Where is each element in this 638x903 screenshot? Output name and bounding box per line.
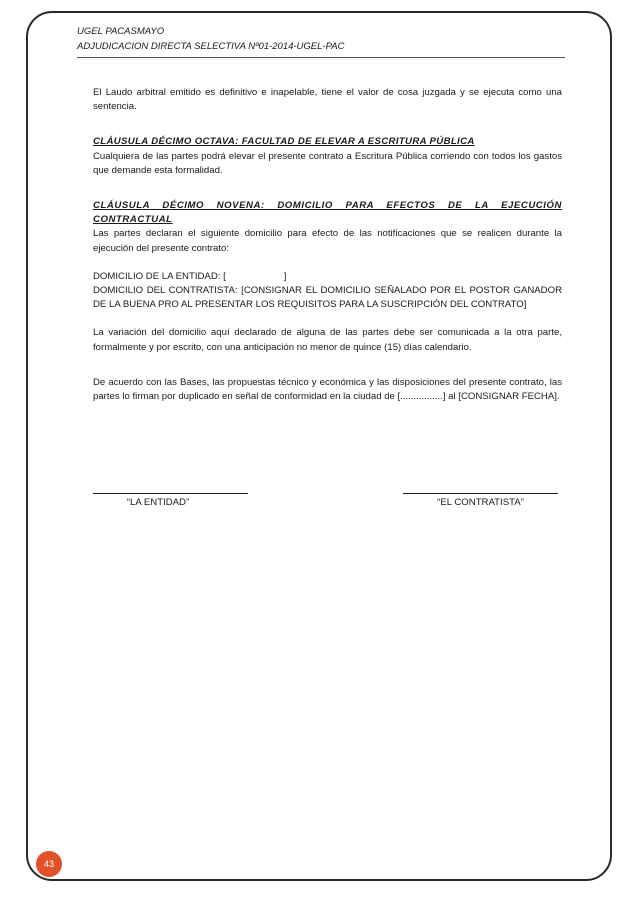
page-header [77,24,565,54]
clause-18-title: CLÁUSULA DÉCIMO OCTAVA: FACULTAD DE ELEVAR A ESCRITURA PÚBLICA [93,136,475,148]
domicilio-entidad-close: ] [283,270,287,282]
document-body [93,86,562,404]
clause-18-text: Cualquiera de las partes podrá elevar el presente contrato a Escritura Pública corriendo con todos los gastos que demande esta formalidad. [93,150,562,176]
conformidad-paragraph: De acuerdo con las Bases, las propuestas técnico y económica y las disposiciones del presente contrato, las partes lo firman por duplicado en señal de conformidad en la ciudad de [................] al [CONSIGNAR FECHA]. [93,376,562,403]
domicilio-entidad-label: DOMICILIO DE LA ENTIDAD: [ [93,270,226,282]
header-organization: UGEL PACASMAYO [77,26,165,37]
clause-19-title-text: CLÁUSULA DÉCIMO NOVENA: DOMICILIO PARA EFECTOS DE LA EJECUCIÓN CONTRACTUAL [93,200,562,226]
laudo-paragraph: El Laudo arbitral emitido es definitivo e inapelable, tiene el valor de cosa juzgada y se ejecuta como una sentencia. [93,87,562,113]
clause-19-text: Las partes declaran el siguiente domicilio para efecto de las notificaciones que se realicen durante la ejecución del presente contrato: [93,228,562,254]
domicilio-entidad [93,270,562,284]
signature-line-entidad [93,493,248,494]
signature-line-contratista [403,493,558,494]
page-number-badge: 43 [36,851,62,877]
variacion-paragraph: La variación del domicilio aquí declarado de alguna de las partes debe ser comunicada a la otra parte, formalmente y por escrito, con una anticipación no menor de quince (15) días calendario. [93,327,562,353]
header-divider [77,57,565,58]
signature-label-entidad: “LA ENTIDAD” [126,497,190,508]
header-process-title: ADJUDICACION DIRECTA SELECTIVA Nº01-2014-UGEL-PAC [77,41,345,52]
domicilio-contratista: DOMICILIO DEL CONTRATISTA: [CONSIGNAR EL DOMICILIO SEÑALADO POR EL POSTOR GANADOR DE LA BUENA PRO AL PRESENTAR LOS REQUISITOS PARA LA SUSCRIPCIÓN DEL CONTRATO] [93,285,562,311]
clause-19-title [93,199,562,227]
signature-label-contratista: “EL CONTRATISTA” [437,497,524,508]
